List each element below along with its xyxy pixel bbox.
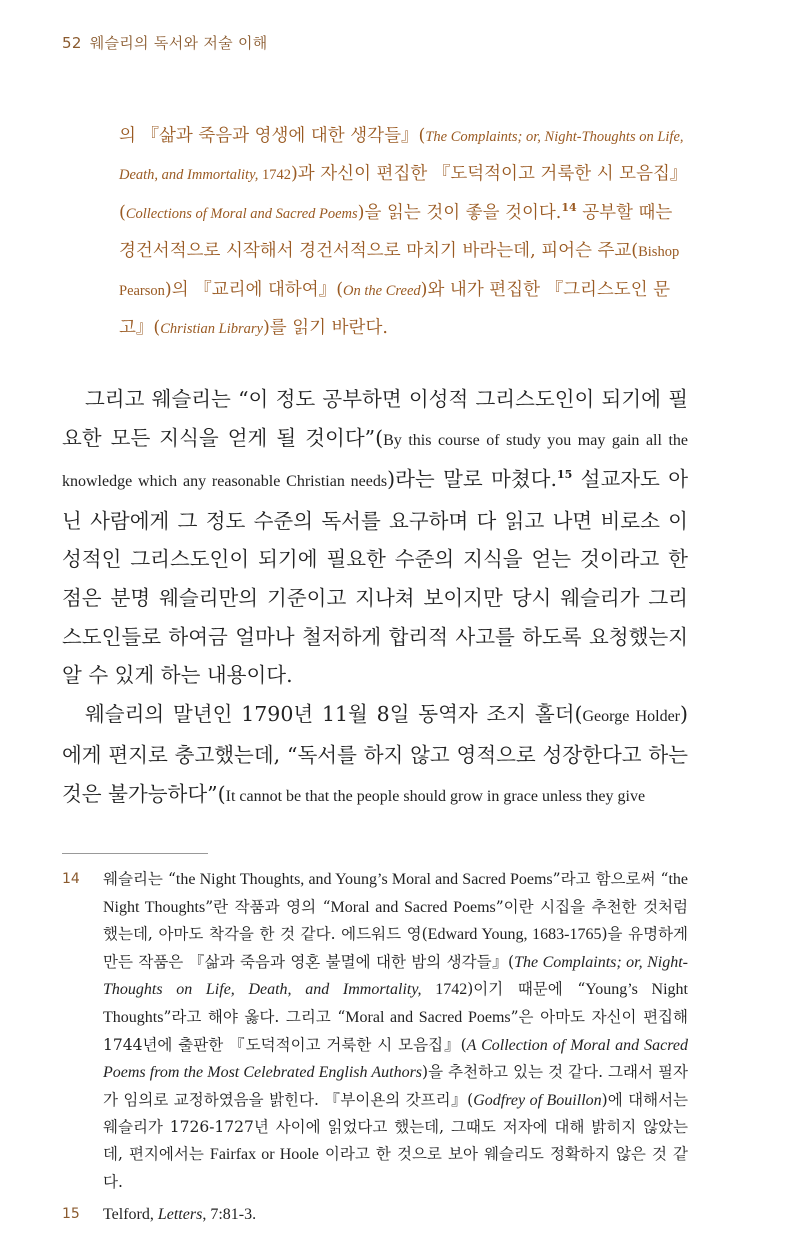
footnote-text: 웨슬리는 “the Night Thoughts, and Young’s Moral and Sacred Poems”라고 함으로써 “the Night Thoughts”란 작품과 영의 “Moral and Sacred Poems”이란 시집을 추천한 것처럼 했는데, 아마도 착각을 한 것 같다. 에드워드 영(Edward Young, 1683-1765)을 유명하게 만든 작품은 『삶과 죽음과 영혼 불멸에 대한 밤의 생각들』(The Complaints; or, Night-Thoughts on Life, Death, and Immortality, 1742)이기 때문에 “Young’s Night Thoughts”라고 해야 옳다. 그리고 “Moral and Sacred Poems”은 아마도 자신이 편집해 1744년에 출판한 『도덕적이고 거룩한 시 모음집』(A Collection of Moral and Sacred Poems from the Most Celebrated English Authors)을 추천하고 있는 것 같다. 그래서 필자가 임의로 교정하였음을 밝힌다. 『부이욘의 갓프리』(Godfrey of Bouillon)에 대해서는 웨슬리가 1726-1727년 사이에 읽었다고 했는데, 그때도 저자에 대해 밝히지 않았는데, 편지에서는 Fairfax or Hoole 이라고 한 것으로 보아 웨슬리도 정확하지 않은 것 같다.: [103, 870, 689, 1191]
footnote-divider: [62, 853, 208, 854]
running-title: 웨슬리의 독서와 저술 이해: [89, 34, 268, 52]
footnote-14: [62, 866, 688, 1195]
book-title: On the Creed: [343, 282, 421, 299]
paragraph: 웨슬리의 말년인 1790년 11월 8일 동역자 조지 홀더(George Holder)에게 편지로 충고했는데, “독서를 하지 않고 영적으로 성장한다고 하는 것은 불가능하다”(It cannot be that the people should grow in grace unless they give: [62, 701, 689, 806]
footnote-ref-15[interactable]: 15: [556, 468, 573, 482]
footnote-15: [62, 1201, 688, 1229]
running-header: [62, 32, 268, 53]
paragraph: 그리고 웨슬리는 “이 정도 공부하면 이성적 그리스도인이 되기에 필요한 모든 지식을 얻게 될 것이다”(By this course of study you may gain all the knowledge which any reasonable Christian needs)라는 말로 마쳤다.$^{15}$ 설교자도 아닌 사람에게 그 정도 수준의 독서를 요구하며 다 읽고 나면 비로소 이성적인 그리스도인이 되기에 필요한 수준의 지식을 얻는 것이라고 한 점은 분명 웨슬리만의 기준이고 지나쳐 보이지만 당시 웨슬리가 그리스도인들로 하여금 얼마나 철저하게 합리적 사고를 하도록 요청했는지 알 수 있게 하는 내용이다.: [62, 387, 689, 688]
footnote-number: 14: [62, 871, 80, 887]
footnote-number: 15: [62, 1206, 80, 1223]
footnote-ref-14[interactable]: 14: [561, 200, 577, 214]
book-title: The Complaints; or, Night-Thoughts on Life, Death, and Immortality,: [119, 129, 684, 184]
footnotes: [62, 866, 688, 1229]
main-text: [62, 380, 688, 817]
block-quote-text: 의 『삶과 죽음과 영생에 대한 생각들』(The Complaints; or, Night-Thoughts on Life, Death, and Immortality, 1742)과 자신이 편집한 『도덕적이고 거룩한 시 모음집』(Collections of Moral and Sacred Poems)을 읽는 것이 좋을 것이다.$^{14}$ 공부할 때는 경건서적으로 시작해서 경건서적으로 마치기 바라는데, 피어슨 주교(Bishop Pearson)의 『교리에 대하여』(On the Creed)와 내가 편집한 『그리스도인 문고』(Christian Library)를 읽기 바란다.: [119, 126, 688, 339]
block-quote: [119, 118, 689, 348]
page-number: 52: [62, 34, 82, 52]
footnote-text: Telford, Letters, 7:81-3.: [103, 1206, 257, 1224]
book-title: Collections of Moral and Sacred Poems: [125, 205, 358, 222]
book-title: Christian Library: [160, 321, 263, 338]
